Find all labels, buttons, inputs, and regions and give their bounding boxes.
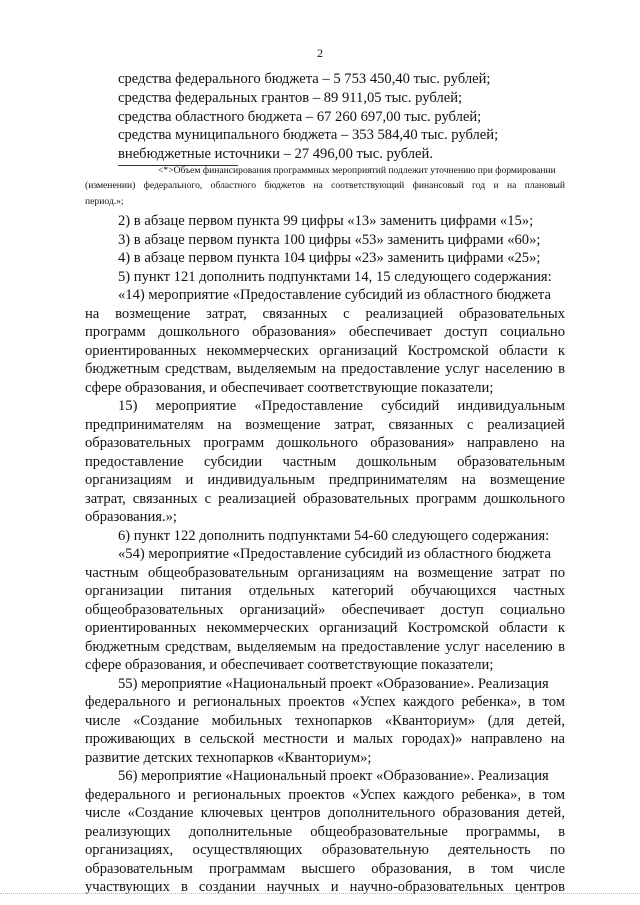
body-line: 56) мероприятие «Национальный проект «Образование». Реализация xyxy=(118,768,549,784)
body-line: 5) пункт 121 дополнить подпунктами 14, 15 следующего содержания: xyxy=(118,268,552,285)
scan-edge-divider xyxy=(0,893,640,895)
body-line: организации питания отдельных категорий обучающихся частных xyxy=(85,583,565,599)
footnote-line: период.»; xyxy=(85,196,124,207)
body-line: предоставление субсидии частным дошкольным образовательным xyxy=(85,453,565,470)
body-line: проживающих в сельской местности и малых городах)» направлено на xyxy=(85,731,565,747)
body-line: «54) мероприятие «Предоставление субсидий из областного бюджета xyxy=(118,546,551,562)
body-line: общеобразовательных организаций» обеспечивает доступ социально xyxy=(85,601,565,618)
body-line: числе «Создание ключевых центров дополнительного образования детей, xyxy=(85,805,565,821)
body-line: затрат, связанных с реализацией образовательных программ дошкольного xyxy=(85,490,565,507)
body-line: на возмещение затрат, связанных с реализацией образовательных xyxy=(85,305,565,322)
body-line: 4) в абзаце первом пункта 104 цифры «23» заменить цифрами «25»; xyxy=(118,250,541,266)
body-line: образования.»; xyxy=(85,509,177,525)
page-number: 2 xyxy=(317,46,323,60)
body-line: частным общеобразовательным организациям на возмещение затрат по xyxy=(85,564,565,581)
body-line: образовательных программ дошкольного образования» направлено на xyxy=(85,435,565,451)
footnote-line: <*>Объем финансирования программных мероприятий подлежит уточнению при формировании xyxy=(158,165,556,176)
funding-line: средства муниципального бюджета – 353 584,40 тыс. рублей; xyxy=(118,127,499,143)
body-line: федерального и региональных проектов «Успех каждого ребенка», в том xyxy=(85,786,565,803)
body-line: бюджетным средствам, выделяемым на предоставление услуг населению в xyxy=(85,361,565,377)
body-line: 2) в абзаце первом пункта 99 цифры «13» заменить цифрами «15»; xyxy=(118,213,534,229)
funding-line: средства областного бюджета – 67 260 697,00 тыс. рублей; xyxy=(118,109,482,125)
body-line: 55) мероприятие «Национальный проект «Образование». Реализация xyxy=(118,675,549,692)
body-line: 3) в абзаце первом пункта 100 цифры «53» заменить цифрами «60»; xyxy=(118,231,541,248)
funding-line: средства федеральных грантов – 89 911,05 тыс. рублей; xyxy=(118,90,463,106)
body-line: ориентированных некоммерческих организаций Костромской области к xyxy=(85,620,565,636)
body-line: организациях, осуществляющих образовательную деятельность по xyxy=(85,842,565,858)
body-line: сфере образования, и обеспечивает соответствующие показатели; xyxy=(85,657,494,673)
body-line: 6) пункт 122 дополнить подпунктами 54-60 следующего содержания: xyxy=(118,527,550,544)
body-line: «14) мероприятие «Предоставление субсидий из областного бюджета xyxy=(118,287,551,303)
body-line: бюджетным средствам, выделяемым на предоставление услуг населению в xyxy=(85,638,565,655)
body-line: организациям и индивидуальным предпринимателям на возмещение xyxy=(85,472,565,488)
funding-line: средства федерального бюджета – 5 753 450,40 тыс. рублей; xyxy=(118,71,491,87)
body-line: участвующих в создании научных и научно-образовательных центров xyxy=(85,879,565,895)
body-line: сфере образования, и обеспечивает соответствующие показатели; xyxy=(85,379,494,396)
body-line: федерального и региональных проектов «Успех каждого ребенка», в том xyxy=(85,694,565,710)
body-line: программ дошкольного образования» обеспечивает доступ социально xyxy=(85,324,565,340)
footnote-line: (изменении) федерального, областного бюджетов на соответствующий финансовый год и на плановый xyxy=(85,180,565,191)
body-line: реализующих дополнительные общеобразовательные программы, в xyxy=(85,823,565,840)
body-line: ориентированных некоммерческих организаций Костромской области к xyxy=(85,342,565,359)
funding-line: внебюджетные источники – 27 496,00 тыс. рублей. xyxy=(118,146,433,162)
body-line: числе «Создание мобильных технопарков «Кванториум» (для детей, xyxy=(85,712,565,729)
body-line: развитие детских технопарков «Кванториум»; xyxy=(85,749,372,766)
body-line: 15) мероприятие «Предоставление субсидий индивидуальным xyxy=(118,398,565,414)
body-line: предпринимателям на возмещение затрат, связанных с реализацией xyxy=(85,416,565,433)
body-line: образовательным программам высшего образования, в том числе xyxy=(85,860,565,877)
